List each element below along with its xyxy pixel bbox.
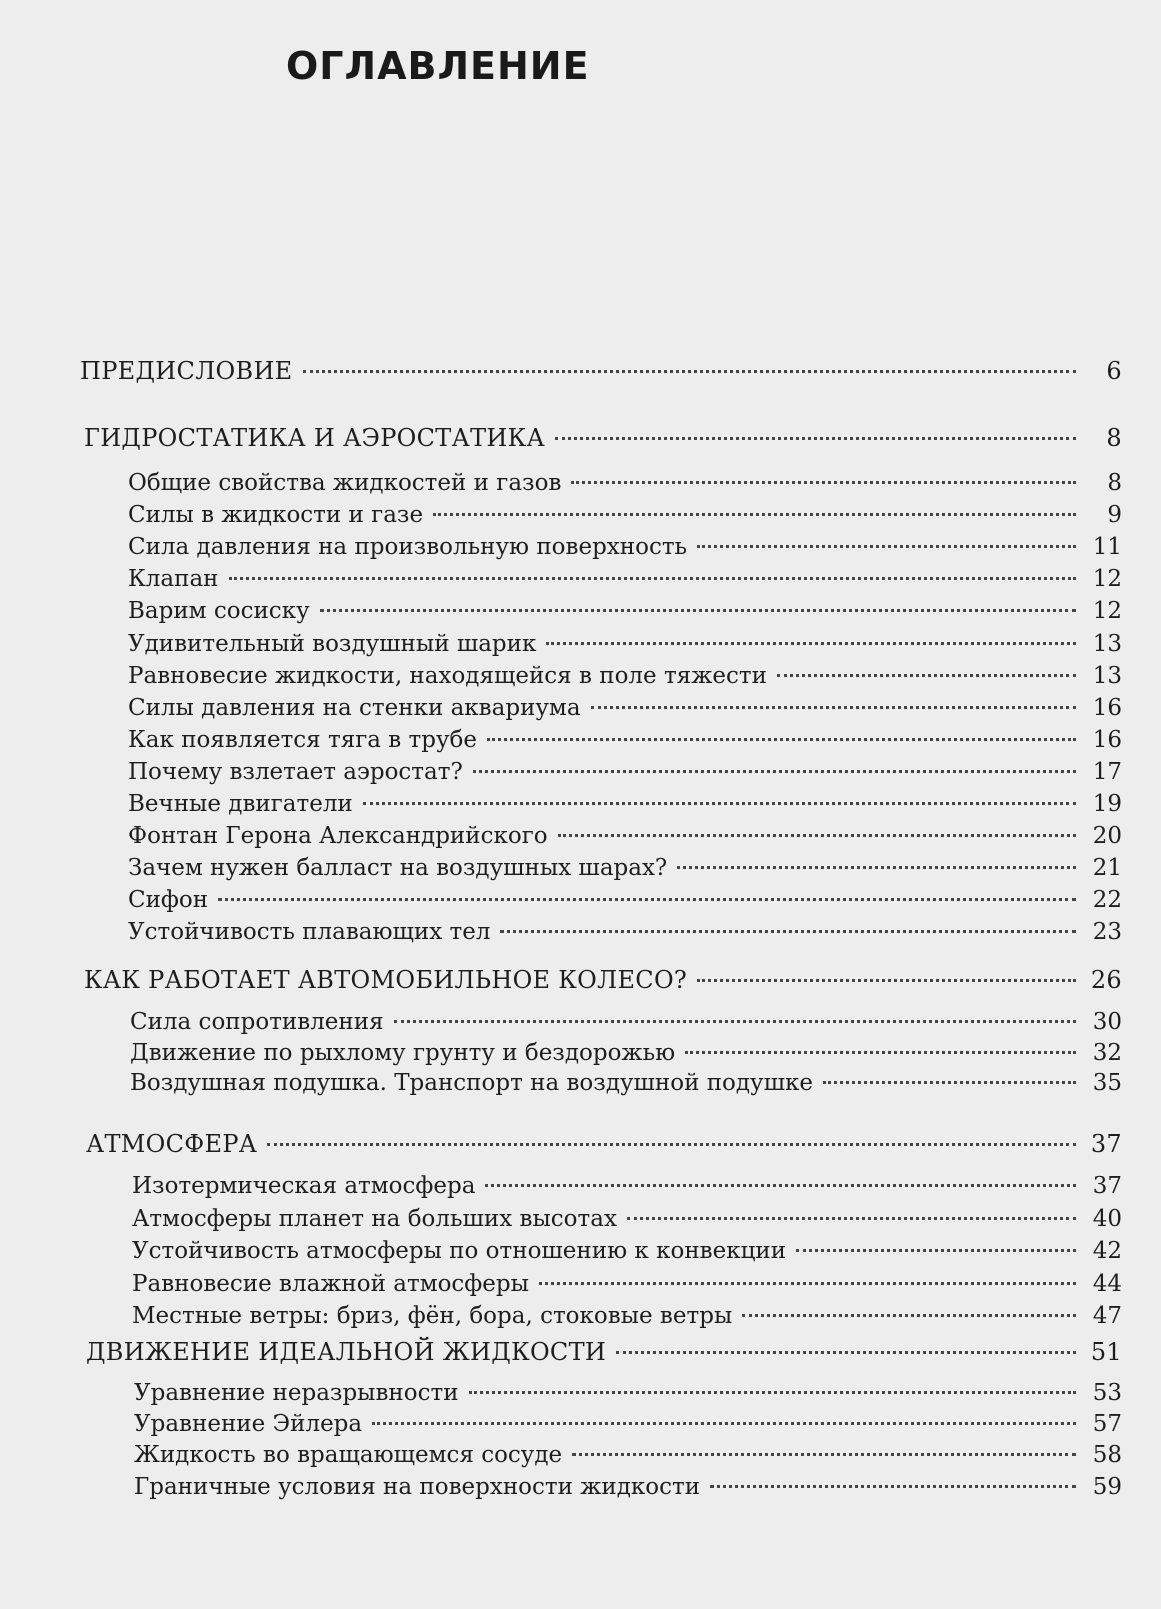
dot-leader — [823, 1081, 1076, 1084]
toc-item — [128, 595, 1122, 627]
item-title: Сила давления на произвольную поверхность — [128, 534, 688, 560]
toc-item — [128, 788, 1122, 820]
toc-item — [128, 660, 1122, 692]
dot-leader — [571, 481, 1076, 484]
page-number: 51 — [1090, 1338, 1122, 1366]
page-number: 35 — [1092, 1070, 1122, 1096]
dot-leader — [372, 1422, 1076, 1425]
toc-item — [134, 1439, 1122, 1471]
page-number: 13 — [1092, 631, 1122, 657]
page-number: 57 — [1092, 1411, 1122, 1437]
dot-leader — [796, 1249, 1076, 1252]
item-title: Жидкость во вращающемся сосуде — [134, 1442, 563, 1468]
item-title: Фонтан Герона Александрийского — [128, 823, 548, 849]
dot-leader — [485, 1184, 1076, 1187]
page-number: 20 — [1092, 823, 1122, 849]
dot-leader — [539, 1282, 1076, 1285]
toc-item — [128, 884, 1122, 916]
toc-item — [132, 1235, 1122, 1267]
page-number: 32 — [1092, 1040, 1122, 1066]
page-number: 40 — [1092, 1206, 1122, 1232]
toc-item — [128, 820, 1122, 852]
item-title: Устойчивость атмосферы по отношению к конвекции — [132, 1238, 787, 1264]
dot-leader — [229, 577, 1077, 580]
toc-item — [134, 1377, 1122, 1409]
page-number: 22 — [1092, 887, 1122, 913]
toc-section — [84, 422, 1122, 454]
dot-leader — [777, 674, 1076, 677]
item-title: Равновесие жидкости, находящейся в поле тяжести — [128, 663, 767, 689]
item-title: Вечные двигатели — [128, 791, 353, 817]
toc-item — [132, 1268, 1122, 1300]
page-number: 9 — [1107, 502, 1122, 528]
page-number: 23 — [1092, 919, 1122, 945]
item-title: Силы в жидкости и газе — [128, 502, 424, 528]
item-title: Уравнение неразрывности — [134, 1380, 459, 1406]
page-number: 37 — [1092, 1173, 1122, 1199]
dot-leader — [218, 898, 1076, 901]
page-number: 8 — [1106, 424, 1122, 452]
toc-item — [128, 467, 1122, 499]
dot-leader — [473, 770, 1076, 773]
toc-item — [128, 916, 1122, 948]
item-title: Зачем нужен балласт на воздушных шарах? — [128, 855, 668, 881]
dot-leader — [697, 979, 1076, 982]
dot-leader — [469, 1391, 1076, 1394]
toc-item — [128, 531, 1122, 563]
dot-leader — [487, 738, 1076, 741]
toc-item — [128, 499, 1122, 531]
page-number: 53 — [1092, 1380, 1122, 1406]
item-title: Удивительный воздушный шарик — [128, 631, 537, 657]
toc-item — [128, 756, 1122, 788]
dot-leader — [685, 1051, 1076, 1054]
page-number: 44 — [1092, 1271, 1122, 1297]
dot-leader — [742, 1314, 1076, 1317]
dot-leader — [710, 1485, 1076, 1488]
toc-item — [132, 1203, 1122, 1235]
dot-leader — [697, 545, 1076, 548]
section-title: АТМОСФЕРА — [86, 1130, 258, 1158]
page-number: 12 — [1092, 598, 1122, 624]
item-title: Движение по рыхлому грунту и бездорожью — [130, 1040, 676, 1066]
toc-item — [128, 852, 1122, 884]
item-title: Силы давления на стенки аквариума — [128, 695, 581, 721]
item-title: Устойчивость плавающих тел — [128, 919, 491, 945]
dot-leader — [558, 834, 1076, 837]
item-title: Почему взлетает аэростат? — [128, 759, 463, 785]
dot-leader — [363, 802, 1076, 805]
section-title: ПРЕДИСЛОВИЕ — [80, 357, 293, 385]
page-number: 12 — [1092, 566, 1122, 592]
page-number: 21 — [1092, 855, 1122, 881]
dot-leader — [627, 1217, 1076, 1220]
dot-leader — [546, 642, 1076, 645]
dot-leader — [433, 513, 1076, 516]
page-title: ОГЛАВЛЕНИЕ — [286, 44, 590, 88]
toc-item — [130, 1067, 1122, 1099]
toc-item — [130, 1006, 1122, 1038]
toc-item — [132, 1170, 1122, 1202]
page-number: 26 — [1090, 966, 1122, 994]
page-number: 30 — [1092, 1009, 1122, 1035]
page-number: 47 — [1092, 1303, 1122, 1329]
toc-section — [80, 355, 1122, 387]
section-title: ДВИЖЕНИЕ ИДЕАЛЬНОЙ ЖИДКОСТИ — [86, 1338, 607, 1366]
item-title: Местные ветры: бриз, фён, бора, стоковые ветры — [132, 1303, 733, 1329]
item-title: Сила сопротивления — [130, 1009, 384, 1035]
toc-item — [130, 1037, 1122, 1069]
toc-item — [128, 628, 1122, 660]
dot-leader — [555, 437, 1076, 440]
item-title: Клапан — [128, 566, 219, 592]
item-title: Варим сосиску — [128, 598, 310, 624]
page-number: 13 — [1092, 663, 1122, 689]
section-title: ГИДРОСТАТИКА И АЭРОСТАТИКА — [84, 424, 545, 452]
page-number: 16 — [1092, 727, 1122, 753]
page-number: 16 — [1092, 695, 1122, 721]
toc-item — [128, 724, 1122, 756]
dot-leader — [500, 930, 1076, 933]
dot-leader — [267, 1143, 1076, 1146]
item-title: Сифон — [128, 887, 209, 913]
toc-item — [128, 563, 1122, 595]
page-number: 8 — [1107, 470, 1122, 496]
page-number: 11 — [1092, 534, 1122, 560]
page-number: 42 — [1092, 1238, 1122, 1264]
toc-section — [86, 1128, 1122, 1160]
item-title: Изотермическая атмосфера — [132, 1173, 476, 1199]
page-number: 37 — [1090, 1130, 1122, 1158]
toc-item — [134, 1408, 1122, 1440]
page-number: 59 — [1092, 1474, 1122, 1500]
item-title: Уравнение Эйлера — [134, 1411, 363, 1437]
page-number: 6 — [1106, 357, 1122, 385]
toc-section — [86, 1336, 1122, 1368]
dot-leader — [394, 1020, 1076, 1023]
toc-item — [134, 1471, 1122, 1503]
dot-leader — [572, 1453, 1076, 1456]
item-title: Атмосферы планет на больших высотах — [132, 1206, 617, 1232]
item-title: Общие свойства жидкостей и газов — [128, 470, 562, 496]
page-number: 58 — [1092, 1442, 1122, 1468]
dot-leader — [320, 609, 1076, 612]
dot-leader — [591, 706, 1076, 709]
page-number: 17 — [1092, 759, 1122, 785]
dot-leader — [677, 866, 1076, 869]
page-number: 19 — [1092, 791, 1122, 817]
item-title: Равновесие влажной атмосферы — [132, 1271, 529, 1297]
dot-leader — [616, 1351, 1076, 1354]
item-title: Как появляется тяга в трубе — [128, 727, 477, 753]
item-title: Граничные условия на поверхности жидкости — [134, 1474, 701, 1500]
toc-section — [84, 964, 1122, 996]
toc-item — [132, 1300, 1122, 1332]
item-title: Воздушная подушка. Транспорт на воздушной подушке — [130, 1070, 813, 1096]
section-title: КАК РАБОТАЕТ АВТОМОБИЛЬНОЕ КОЛЕСО? — [84, 966, 688, 994]
toc-item — [128, 692, 1122, 724]
dot-leader — [303, 370, 1077, 373]
